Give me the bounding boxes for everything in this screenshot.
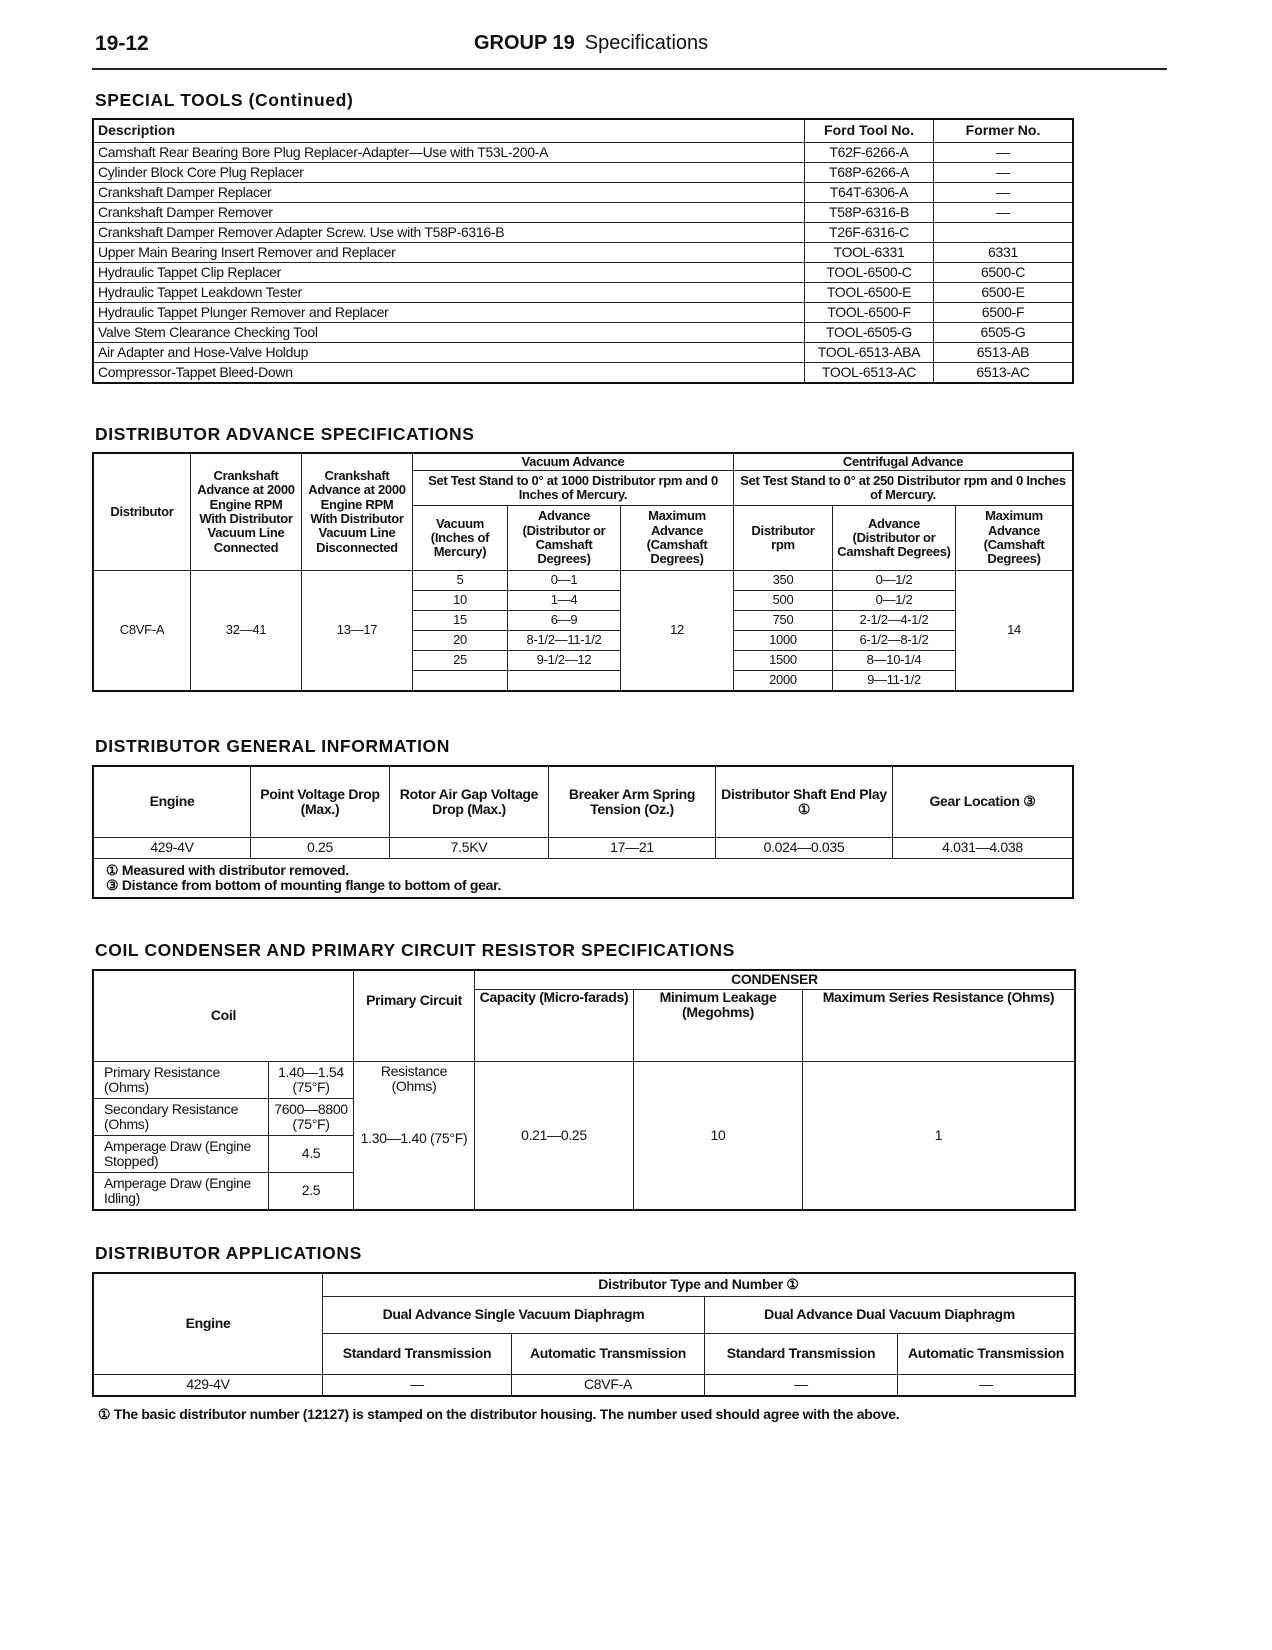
col-engine: Engine: [93, 766, 251, 838]
ford-tool-no: TOOL-6505-G: [805, 323, 934, 343]
leakage-value: 10: [634, 1062, 803, 1211]
col-vacuum-advance: Vacuum Advance: [413, 453, 734, 471]
former-no: —: [934, 183, 1074, 203]
centrifugal-rpm: 350: [734, 571, 833, 591]
cell-connected: 32—41: [191, 571, 302, 692]
primary-resistance-label: Resistance (Ohms): [380, 1063, 448, 1095]
tool-description: Hydraulic Tappet Leakdown Tester: [93, 283, 805, 303]
table-row: [93, 263, 1073, 283]
ford-tool-no: TOOL-6513-ABA: [805, 343, 934, 363]
header-rule: [92, 68, 1167, 70]
tool-description: Air Adapter and Hose-Valve Holdup: [93, 343, 805, 363]
vacuum-inches: 15: [413, 611, 508, 631]
ford-tool-no: T58P-6316-B: [805, 203, 934, 223]
table-header-row: [93, 970, 1075, 990]
vacuum-degrees: 1—4: [508, 591, 621, 611]
cell-dual-automatic: —: [898, 1375, 1076, 1397]
former-no: 6513-AB: [934, 343, 1074, 363]
footnote-row: [93, 859, 1073, 899]
tool-description: Crankshaft Damper Remover Adapter Screw. Use with T58P-6316-B: [93, 223, 805, 243]
table-row: [93, 1062, 1075, 1099]
vacuum-inches-empty: [413, 671, 508, 692]
table-row: [93, 283, 1073, 303]
former-no: [934, 223, 1074, 243]
former-no: 6331: [934, 243, 1074, 263]
centrifugal-degrees: 2-1/2—4-1/2: [833, 611, 956, 631]
group-label: GROUP 19: [474, 32, 575, 54]
primary-resistance-value: 1.30—1.40 (75°F): [360, 1129, 468, 1146]
vacuum-inches: 25: [413, 651, 508, 671]
tool-description: Compressor-Tappet Bleed-Down: [93, 363, 805, 384]
applications-title: DISTRIBUTOR APPLICATIONS: [95, 1243, 362, 1263]
centrifugal-degrees: 0—1/2: [833, 571, 956, 591]
col-capacity: Capacity (Micro-farads): [475, 990, 634, 1062]
coil-row-value: 1.40—1.54 (75°F): [269, 1062, 354, 1099]
col-single-diaphragm: Dual Advance Single Vacuum Diaphragm: [323, 1297, 705, 1334]
centrifugal-rpm: 500: [734, 591, 833, 611]
centrifugal-rpm: 1000: [734, 631, 833, 651]
coil-title: COIL CONDENSER AND PRIMARY CIRCUIT RESISTOR SPECIFICATIONS: [95, 940, 735, 960]
col-dual-diaphragm: Dual Advance Dual Vacuum Diaphragm: [705, 1297, 1076, 1334]
col-breaker-tension: Breaker Arm Spring Tension (Oz.): [549, 766, 716, 838]
ford-tool-no: TOOL-6500-E: [805, 283, 934, 303]
col-single-automatic: Automatic Transmission: [512, 1334, 705, 1375]
table-header-row: [93, 119, 1073, 143]
vacuum-degrees: 6—9: [508, 611, 621, 631]
ford-tool-no: TOOL-6500-C: [805, 263, 934, 283]
vacuum-degrees: 9-1/2—12: [508, 651, 621, 671]
vacuum-inches: 20: [413, 631, 508, 651]
table-row: [93, 1375, 1075, 1397]
centrifugal-rpm: 750: [734, 611, 833, 631]
table-row: [93, 243, 1073, 263]
tool-description: Hydraulic Tappet Plunger Remover and Replacer: [93, 303, 805, 323]
table-header-row: [93, 766, 1073, 838]
col-engine: Engine: [93, 1273, 323, 1375]
centrifugal-degrees: 9—11-1/2: [833, 671, 956, 692]
former-no: —: [934, 163, 1074, 183]
col-vacuum-max: Maximum Advance (Camshaft Degrees): [621, 506, 734, 571]
table-row: [93, 343, 1073, 363]
cell-breaker-tension: 17—21: [549, 838, 716, 859]
vacuum-set-note: Set Test Stand to 0° at 1000 Distributor rpm and 0 Inches of Mercury.: [413, 471, 734, 506]
col-centrifugal-max: Maximum Advance (Camshaft Degrees): [956, 506, 1074, 571]
vacuum-inches: 10: [413, 591, 508, 611]
coil-row-label: Amperage Draw (Engine Idling): [93, 1173, 269, 1211]
running-header: [474, 32, 708, 55]
col-centrifugal-degrees: Advance (Distributor or Camshaft Degrees): [833, 506, 956, 571]
centrifugal-degrees: 0—1/2: [833, 591, 956, 611]
ford-tool-no: T68P-6266-A: [805, 163, 934, 183]
table-header-row: [93, 453, 1073, 471]
former-no: 6513-AC: [934, 363, 1074, 384]
col-condenser: CONDENSER: [475, 970, 1076, 990]
footnote-1: ① Measured with distributor removed.: [106, 861, 349, 878]
col-ford-tool-no: Ford Tool No.: [805, 119, 934, 143]
general-info-title: DISTRIBUTOR GENERAL INFORMATION: [95, 736, 450, 756]
table-row: [93, 223, 1073, 243]
ford-tool-no: T62F-6266-A: [805, 143, 934, 163]
coil-row-value: 7600—8800 (75°F): [269, 1099, 354, 1136]
applications-footnote: ① The basic distributor number (12127) is stamped on the distributor housing. The number used should agree with the above.: [98, 1406, 900, 1422]
col-leakage: Minimum Leakage (Megohms): [634, 990, 803, 1062]
table-row: [93, 163, 1073, 183]
distributor-advance-title: DISTRIBUTOR ADVANCE SPECIFICATIONS: [95, 424, 475, 444]
table-row: [93, 303, 1073, 323]
tool-description: Crankshaft Damper Remover: [93, 203, 805, 223]
table-row: [93, 363, 1073, 384]
col-connected: Crankshaft Advance at 2000 Engine RPM With Distributor Vacuum Line Connected: [191, 453, 302, 571]
cell-vacuum-max: 12: [621, 571, 734, 692]
col-gear-location: Gear Location ③: [893, 766, 1074, 838]
col-vacuum-degrees: Advance (Distributor or Camshaft Degrees): [508, 506, 621, 571]
col-description: Description: [93, 119, 805, 143]
table-row: [93, 183, 1073, 203]
vacuum-inches: 5: [413, 571, 508, 591]
tool-description: Upper Main Bearing Insert Remover and Replacer: [93, 243, 805, 263]
col-centrifugal-advance: Centrifugal Advance: [734, 453, 1074, 471]
col-disconnected: Crankshaft Advance at 2000 Engine RPM With Distributor Vacuum Line Disconnected: [302, 453, 413, 571]
table-header-row: [93, 1273, 1075, 1297]
table-row: [93, 571, 1073, 591]
table-row: [93, 838, 1073, 859]
footnote-3: ③ Distance from bottom of mounting flange to bottom of gear.: [106, 877, 502, 893]
col-distributor-rpm: Distributor rpm: [734, 506, 833, 571]
ford-tool-no: TOOL-6331: [805, 243, 934, 263]
cell-dual-standard: —: [705, 1375, 898, 1397]
centrifugal-set-note: Set Test Stand to 0° at 250 Distributor rpm and 0 Inches of Mercury.: [734, 471, 1074, 506]
cell-gear-location: 4.031—4.038: [893, 838, 1074, 859]
col-rotor-gap: Rotor Air Gap Voltage Drop (Max.): [390, 766, 549, 838]
vacuum-degrees-empty: [508, 671, 621, 692]
cell-engine: 429-4V: [93, 838, 251, 859]
col-distributor-type: Distributor Type and Number ①: [323, 1273, 1076, 1297]
ford-tool-no: T26F-6316-C: [805, 223, 934, 243]
coil-row-label: Secondary Resistance (Ohms): [93, 1099, 269, 1136]
cell-shaft-end-play: 0.024—0.035: [716, 838, 893, 859]
coil-row-label: Primary Resistance (Ohms): [93, 1062, 269, 1099]
distributor-advance-table: [92, 452, 1074, 692]
centrifugal-degrees: 8—10-1/4: [833, 651, 956, 671]
cell-engine: 429-4V: [93, 1375, 323, 1397]
coil-table: [92, 969, 1076, 1211]
applications-table: [92, 1272, 1076, 1397]
col-series-resistance: Maximum Series Resistance (Ohms): [803, 990, 1076, 1062]
former-no: 6500-F: [934, 303, 1074, 323]
col-dual-automatic: Automatic Transmission: [898, 1334, 1076, 1375]
centrifugal-rpm: 1500: [734, 651, 833, 671]
cell-point-voltage: 0.25: [251, 838, 390, 859]
former-no: —: [934, 143, 1074, 163]
coil-row-value: 2.5: [269, 1173, 354, 1211]
tool-description: Valve Stem Clearance Checking Tool: [93, 323, 805, 343]
section-label: Specifications: [584, 32, 709, 54]
table-row: [93, 143, 1073, 163]
former-no: 6505-G: [934, 323, 1074, 343]
centrifugal-degrees: 6-1/2—8-1/2: [833, 631, 956, 651]
general-info-table: [92, 765, 1074, 899]
ford-tool-no: TOOL-6500-F: [805, 303, 934, 323]
tool-description: Camshaft Rear Bearing Bore Plug Replacer-Adapter—Use with T53L-200-A: [93, 143, 805, 163]
special-tools-title: SPECIAL TOOLS (Continued): [95, 90, 354, 110]
cell-disconnected: 13—17: [302, 571, 413, 692]
col-distributor: Distributor: [93, 453, 191, 571]
former-no: —: [934, 203, 1074, 223]
col-shaft-end-play: Distributor Shaft End Play ①: [716, 766, 893, 838]
cell-single-standard: —: [323, 1375, 512, 1397]
former-no: 6500-E: [934, 283, 1074, 303]
ford-tool-no: TOOL-6513-AC: [805, 363, 934, 384]
cell-centrifugal-max: 14: [956, 571, 1074, 692]
vacuum-degrees: 8-1/2—11-1/2: [508, 631, 621, 651]
special-tools-body: [93, 143, 1073, 384]
footnotes: [93, 859, 1073, 899]
col-coil: Coil: [93, 970, 354, 1062]
page-number: 19-12: [95, 32, 149, 55]
tool-description: Cylinder Block Core Plug Replacer: [93, 163, 805, 183]
col-vacuum-inches: Vacuum (Inches of Mercury): [413, 506, 508, 571]
coil-row-label: Amperage Draw (Engine Stopped): [93, 1136, 269, 1173]
coil-row-value: 4.5: [269, 1136, 354, 1173]
series-resistance-value: 1: [803, 1062, 1076, 1211]
primary-circuit-cell: [354, 1062, 475, 1211]
tool-description: Hydraulic Tappet Clip Replacer: [93, 263, 805, 283]
cell-rotor-gap: 7.5KV: [390, 838, 549, 859]
col-dual-standard: Standard Transmission: [705, 1334, 898, 1375]
table-row: [93, 203, 1073, 223]
col-point-voltage: Point Voltage Drop (Max.): [251, 766, 390, 838]
table-row: [93, 323, 1073, 343]
vacuum-degrees: 0—1: [508, 571, 621, 591]
cell-single-automatic: C8VF-A: [512, 1375, 705, 1397]
capacity-value: 0.21—0.25: [475, 1062, 634, 1211]
ford-tool-no: T64T-6306-A: [805, 183, 934, 203]
cell-distributor: C8VF-A: [93, 571, 191, 692]
col-primary-circuit: Primary Circuit: [354, 970, 475, 1062]
col-former-no: Former No.: [934, 119, 1074, 143]
centrifugal-rpm: 2000: [734, 671, 833, 692]
col-single-standard: Standard Transmission: [323, 1334, 512, 1375]
distributor-advance-body: [93, 571, 1073, 692]
tool-description: Crankshaft Damper Replacer: [93, 183, 805, 203]
special-tools-table: [92, 118, 1074, 384]
former-no: 6500-C: [934, 263, 1074, 283]
